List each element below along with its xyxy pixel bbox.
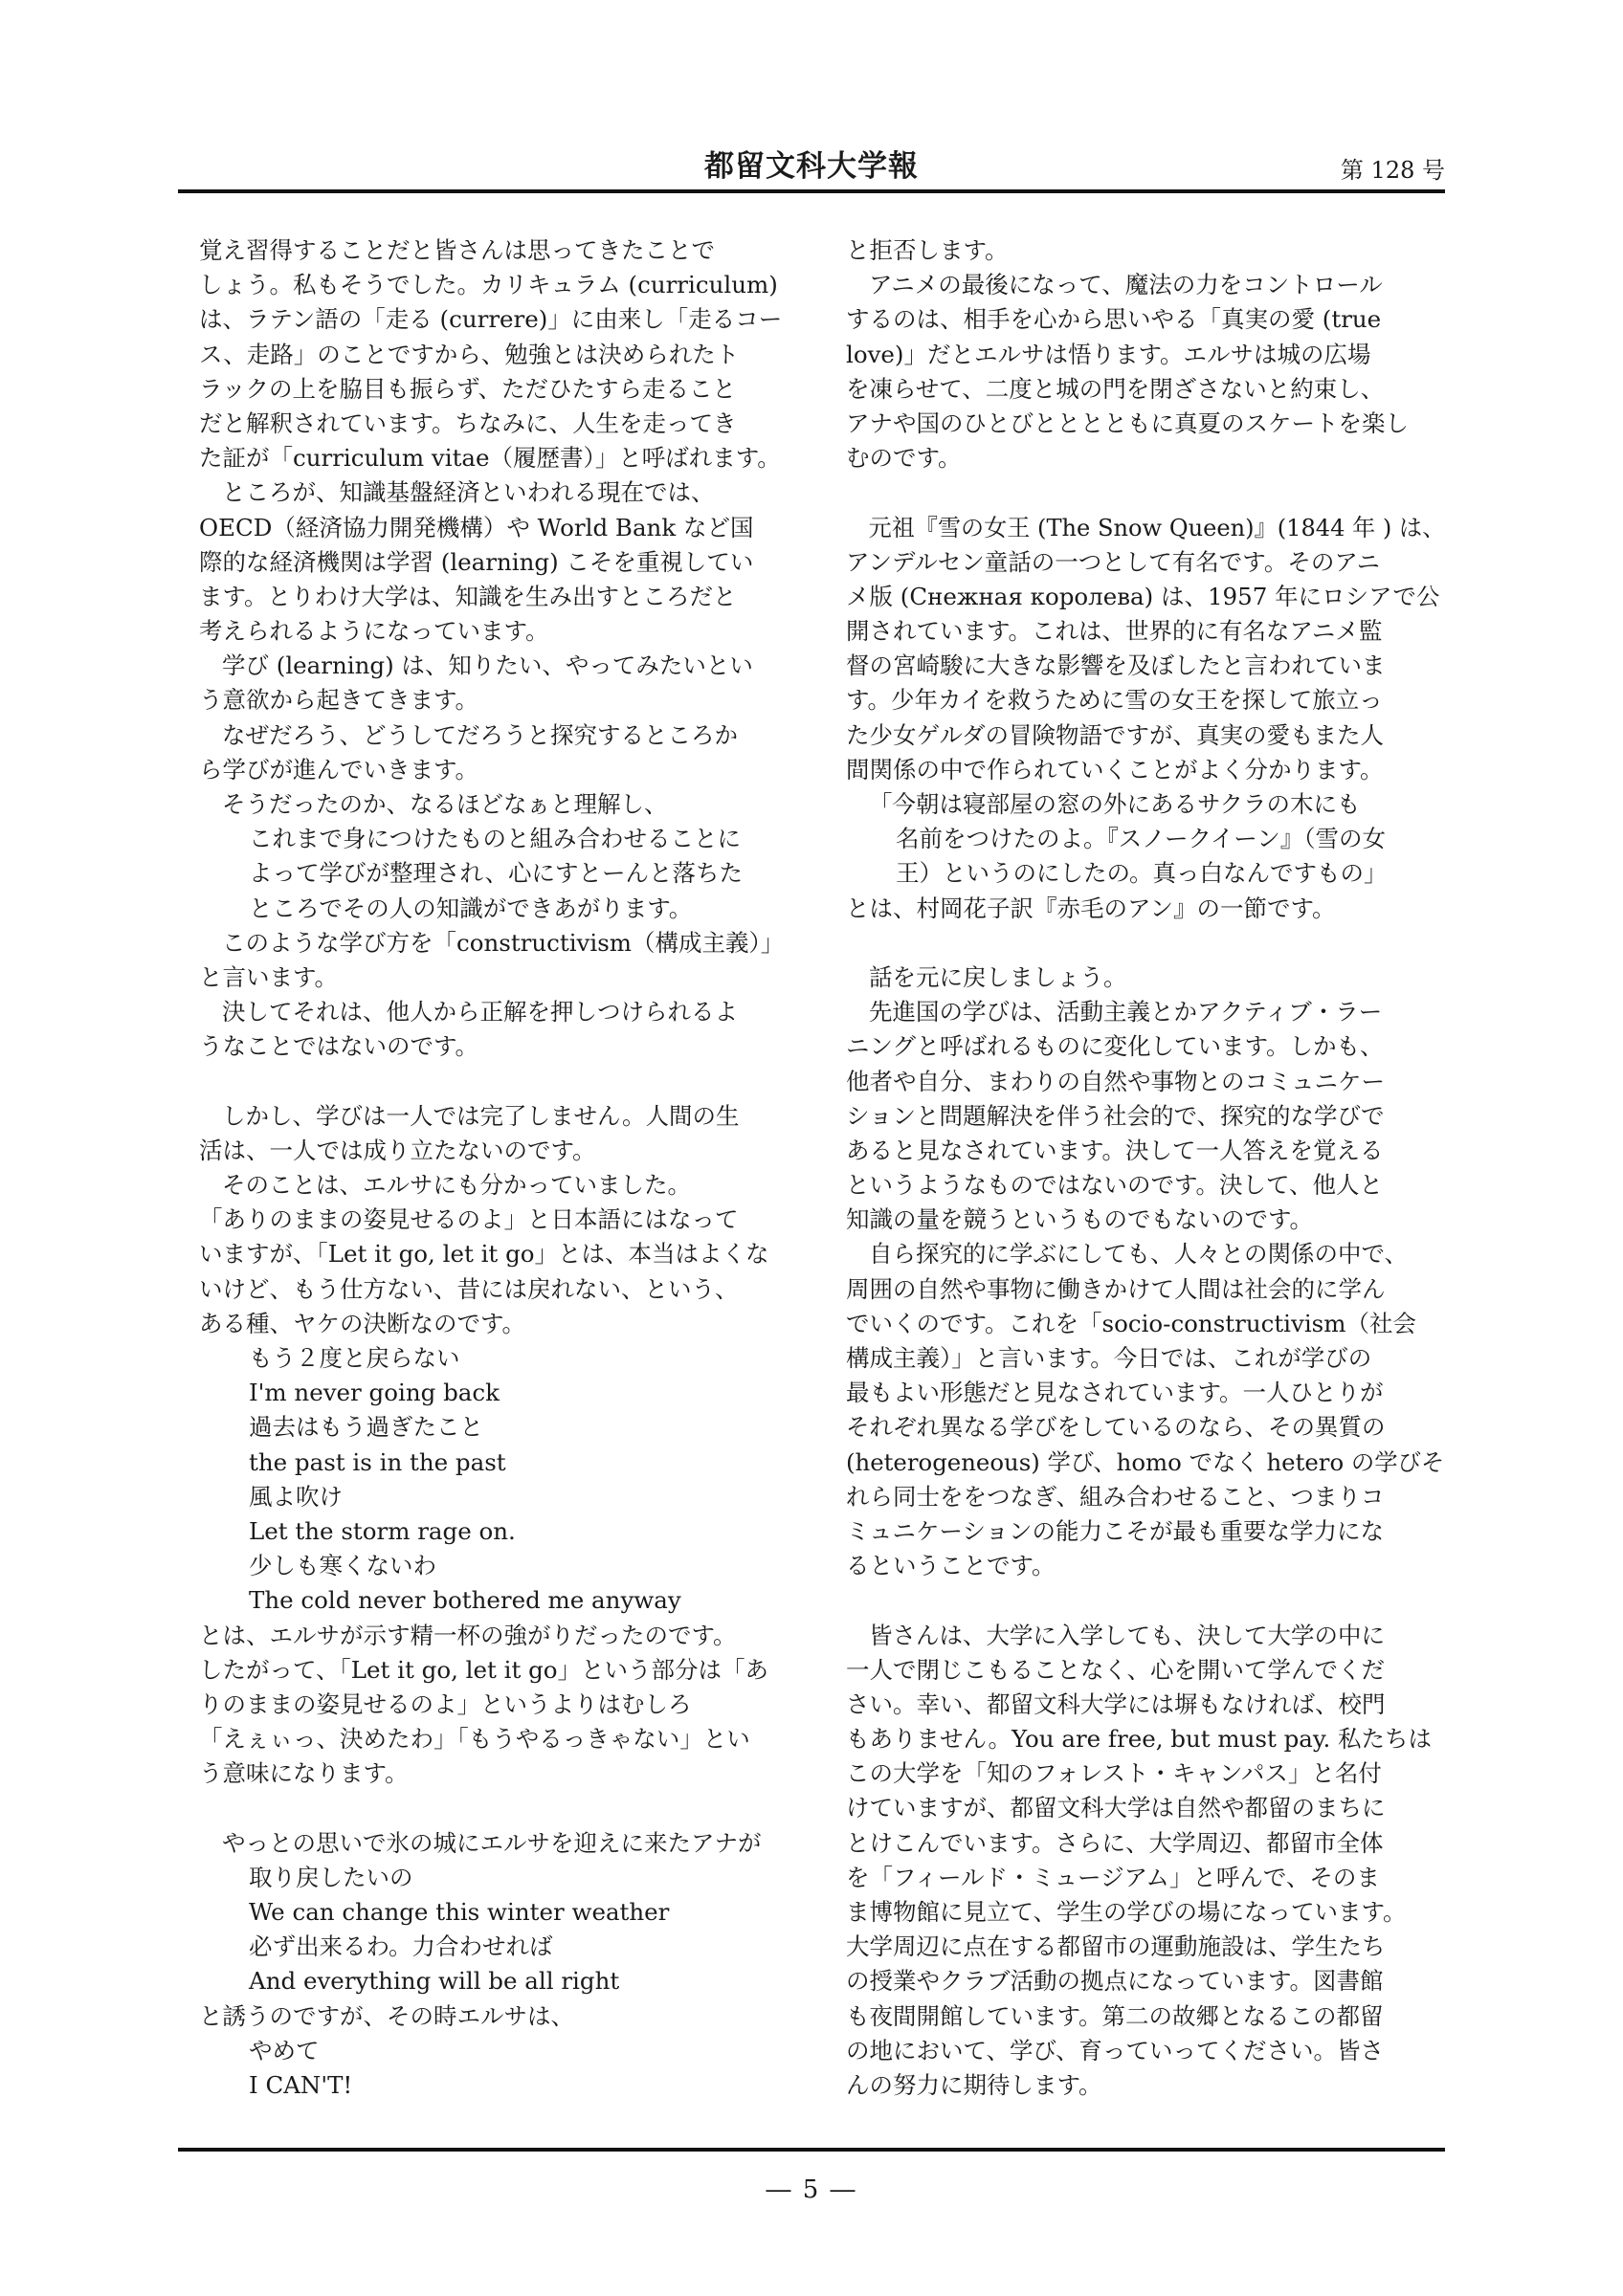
text-line: 先進国の学びは、活動主義とかアクティブ・ラー bbox=[869, 998, 1383, 1027]
text-line: アニメの最後になって、魔法の力をコントロール bbox=[869, 271, 1383, 299]
text-line: 「今朝は寝部屋の窓の外にあるサクラの木にも bbox=[869, 790, 1361, 818]
paragraph-gap bbox=[199, 1791, 798, 1825]
text-line: 学び (learning) は、知りたい、やってみたいとい bbox=[222, 651, 753, 680]
text-line: それぞれ異なる学びをしているのなら、その異質の bbox=[846, 1413, 1386, 1442]
text-line: ある種、ヤケの決断なのです。 bbox=[199, 1309, 526, 1337]
text-line: も夜間開館しています。第二の故郷となるこの都留 bbox=[846, 2001, 1384, 2030]
text-line: は、ラテン語の「走る (currere)」に由来し「走るコー bbox=[199, 305, 783, 334]
text-line: 風よ吹け bbox=[249, 1482, 343, 1511]
text-line: そのことは、エルサにも分かっていました。 bbox=[222, 1171, 691, 1200]
text-line: 督の宮崎駿に大きな影響を及ぼしたと言われていま bbox=[846, 651, 1386, 680]
text-line: メ版 (Снежная королева) は、1957 年にロシアで公 bbox=[846, 582, 1440, 610]
paragraph-gap bbox=[846, 475, 1445, 510]
text-line: よって学びが整理され、心にすとーんと落ちた bbox=[249, 859, 743, 888]
text-line: やっとの思いで氷の城にエルサを迎えに来たアナが bbox=[222, 1828, 762, 1857]
left-column bbox=[199, 233, 798, 2103]
text-line: しょう。私もそうでした。カリキュラム (curriculum) bbox=[199, 271, 778, 299]
text-line: と誘うのですが、その時エルサは、 bbox=[199, 2001, 574, 2030]
text-line: んの努力に期待します。 bbox=[846, 2070, 1102, 2099]
text-line: だと解釈されています。ちなみに、人生を走ってき bbox=[199, 408, 737, 437]
text-line: これまで身につけたものと組み合わせることに bbox=[249, 825, 742, 853]
text-line: 取り戻したいの bbox=[249, 1863, 413, 1891]
text-line: 皆さんは、大学に入学しても、決して大学の中に bbox=[869, 1621, 1385, 1649]
text-line: 少しも寒くないわ bbox=[249, 1552, 436, 1580]
text-line: もう２度と戻らない bbox=[249, 1344, 460, 1372]
text-line: 元祖『雪の女王 (The Snow Queen)』(1844 年 ) は、 bbox=[868, 513, 1446, 541]
text-line: もありません。You are free, but must pay. 私たちは bbox=[846, 1725, 1433, 1754]
text-line: というようなものではないのです。決して、他人と bbox=[846, 1171, 1384, 1200]
text-line: And everything will be all right bbox=[249, 1967, 620, 1996]
page-header bbox=[178, 142, 1445, 189]
text-line: するのは、相手を心から思いやる「真実の愛 (true bbox=[846, 305, 1382, 334]
text-line: の地において、学び、育っていってください。皆さ bbox=[846, 2036, 1385, 2064]
paragraph-gap bbox=[846, 926, 1445, 960]
text-line: いますが、「Let it go, let it go」とは、本当はよくな bbox=[199, 1240, 769, 1269]
text-line: の授業やクラブ活動の拠点になっています。図書館 bbox=[846, 1967, 1384, 1996]
text-line: ところが、知識基盤経済といわれる現在では、 bbox=[222, 478, 715, 507]
text-line: Let the storm rage on. bbox=[249, 1516, 516, 1545]
text-line: しかし、学びは一人では完了しません。人間の生 bbox=[222, 1101, 740, 1130]
text-line: そうだったのか、なるほどなぁと理解し、 bbox=[222, 790, 668, 818]
page-number: ― 5 ― bbox=[766, 2175, 857, 2204]
text-line: とけこんでいます。さらに、大学周辺、都留市全体 bbox=[846, 1828, 1384, 1857]
text-line: ミュニケーションの能力こそが最も重要な学力にな bbox=[846, 1516, 1385, 1545]
text-line: 覚え習得することだと皆さんは思ってきたことで bbox=[199, 236, 715, 264]
text-line: 際的な経済機関は学習 (learning) こそを重視してい bbox=[199, 547, 754, 576]
text-line: 構成主義）」と言います。今日では、これが学びの bbox=[846, 1344, 1372, 1372]
publication-title: 都留文科大学報 bbox=[704, 149, 919, 184]
text-line: I'm never going back bbox=[249, 1379, 500, 1407]
paragraph-gap bbox=[846, 1583, 1445, 1618]
text-line: りのままの姿見せるのよ」というよりはむしろ bbox=[199, 1689, 692, 1718]
text-line: た証が「curriculum vitae（履歴書）」と呼ばれます。 bbox=[199, 444, 781, 473]
text-line: love)」だとエルサは悟ります。エルサは城の広場 bbox=[846, 340, 1371, 368]
text-line: を凍らせて、二度と城の門を閉ざさないと約束し、 bbox=[846, 374, 1385, 403]
text-line: いけど、もう仕方ない、昔には戻れない、という、 bbox=[199, 1274, 739, 1303]
text-line: したがって、「Let it go, let it go」という部分は「あ bbox=[199, 1655, 769, 1684]
text-line: 開されています。これは、世界的に有名なアニメ監 bbox=[846, 617, 1383, 646]
text-line: 間関係の中で作られていくことがよく分かります。 bbox=[846, 755, 1384, 784]
text-line: ションと問題解決を伴う社会的で、探究的な学びで bbox=[846, 1101, 1385, 1130]
text-line: う意味になります。 bbox=[199, 1759, 409, 1788]
text-line: ニングと呼ばれるものに変化しています。しかも、 bbox=[846, 1032, 1384, 1061]
text-line: るということです。 bbox=[846, 1552, 1056, 1580]
text-line: でいくのです。これを「socio-constructivism（社会 bbox=[846, 1309, 1416, 1337]
text-line: う意欲から起きてきます。 bbox=[199, 686, 479, 715]
text-line: うなことではないのです。 bbox=[199, 1032, 479, 1061]
text-line: 必ず出来るわ。力合わせれば bbox=[249, 1932, 553, 1961]
text-line: ラックの上を脇目も振らず、ただひたすら走ること bbox=[199, 374, 737, 403]
text-line: I CAN'T! bbox=[249, 2070, 353, 2099]
text-line: ス、走路」のことですから、勉強とは決められたト bbox=[199, 340, 740, 368]
text-line: 決してそれは、他人から正解を押しつけられるよ bbox=[222, 998, 738, 1027]
text-line: この大学を「知のフォレスト・キャンパス」と名付 bbox=[846, 1759, 1382, 1788]
text-line: 一人で閉じこもることなく、心を開いて学んでくだ bbox=[846, 1655, 1386, 1684]
text-line: ところでその人の知識ができあがります。 bbox=[249, 894, 693, 922]
text-line: We can change this winter weather bbox=[249, 1898, 670, 1926]
text-line: さい。幸い、都留文科大学には塀もなければ、校門 bbox=[846, 1689, 1386, 1718]
paragraph-gap bbox=[199, 1065, 798, 1099]
text-line: 大学周辺に点在する都留市の運動施設は、学生たち bbox=[846, 1932, 1386, 1961]
text-line: 最もよい形態だと見なされています。一人ひとりが bbox=[846, 1379, 1384, 1407]
text-line: を「フィールド・ミュージアム」と呼んで、そのま bbox=[846, 1863, 1380, 1891]
text-line: とは、村岡花子訳『赤毛のアン』の一節です。 bbox=[846, 894, 1336, 922]
text-line: た少女ゲルダの冒険物語ですが、真実の愛もまた人 bbox=[846, 720, 1385, 749]
text-line: 考えられるようになっています。 bbox=[199, 617, 549, 646]
text-line: す。少年カイを救うために雪の女王を探して旅立っ bbox=[846, 686, 1383, 715]
text-line: けていますが、都留文科大学は自然や都留のまちに bbox=[846, 1794, 1386, 1822]
text-line: the past is in the past bbox=[249, 1447, 506, 1476]
text-line: アナや国のひとびとととともに真夏のスケートを楽し bbox=[846, 408, 1409, 437]
text-line: やめて bbox=[249, 2036, 320, 2064]
text-line: The cold never bothered me anyway bbox=[249, 1586, 681, 1615]
text-line: 王）というのにしたの。真っ白なんですもの」 bbox=[896, 859, 1388, 888]
text-line: むのです。 bbox=[846, 444, 962, 473]
text-line: ら学びが進んでいきます。 bbox=[199, 755, 479, 784]
text-line: あると見なされています。決して一人答えを覚える bbox=[846, 1136, 1384, 1164]
right-column bbox=[846, 233, 1445, 2103]
text-line: 他者や自分、まわりの自然や事物とのコミュニケー bbox=[846, 1067, 1386, 1095]
text-line: れら同士ををつなぎ、組み合わせること、つまりコ bbox=[846, 1482, 1385, 1511]
text-line: 名前をつけたのよ。『スノークイーン』（雪の女 bbox=[896, 825, 1387, 853]
text-line: 知識の量を競うというものでもないのです。 bbox=[846, 1205, 1314, 1234]
footer-rule bbox=[178, 2148, 1445, 2152]
text-line: 周囲の自然や事物に働きかけて人間は社会的に学ん bbox=[846, 1274, 1386, 1303]
text-line: と拒否します。 bbox=[846, 236, 1009, 264]
text-line: なぜだろう、どうしてだろうと探究するところか bbox=[222, 720, 738, 749]
header-rule bbox=[178, 189, 1445, 193]
text-line: (heterogeneous) 学び、homo でなく hetero の学びそ bbox=[846, 1447, 1445, 1476]
text-line: 「えぇぃっ、決めたわ」「もうやるっきゃない」とい bbox=[199, 1725, 750, 1754]
text-line: OECD（経済協力開発機構）や World Bank など国 bbox=[199, 513, 754, 541]
text-line: 活は、一人では成り立たないのです。 bbox=[199, 1136, 596, 1164]
issue-number: 第 128 号 bbox=[1340, 157, 1445, 184]
text-line: 「ありのままの姿見せるのよ」と日本語にはなって bbox=[199, 1205, 739, 1234]
text-line: このような学び方を「constructivism（構成主義）」 bbox=[222, 928, 785, 957]
text-line: 話を元に戻しましょう。 bbox=[869, 962, 1127, 991]
text-line: 自ら探究的に学ぶにしても、人々との関係の中で、 bbox=[869, 1240, 1409, 1269]
text-line: とは、エルサが示す精一杯の強がりだったのです。 bbox=[199, 1621, 737, 1649]
text-line: ま博物館に見立て、学生の学びの場になっています。 bbox=[846, 1898, 1407, 1926]
text-line: と言います。 bbox=[199, 962, 339, 991]
text-line: ます。とりわけ大学は、知識を生み出すところだと bbox=[199, 582, 737, 610]
text-line: 過去はもう過ぎたこと bbox=[249, 1413, 483, 1442]
text-line: アンデルセン童話の一つとして有名です。そのアニ bbox=[846, 547, 1381, 576]
